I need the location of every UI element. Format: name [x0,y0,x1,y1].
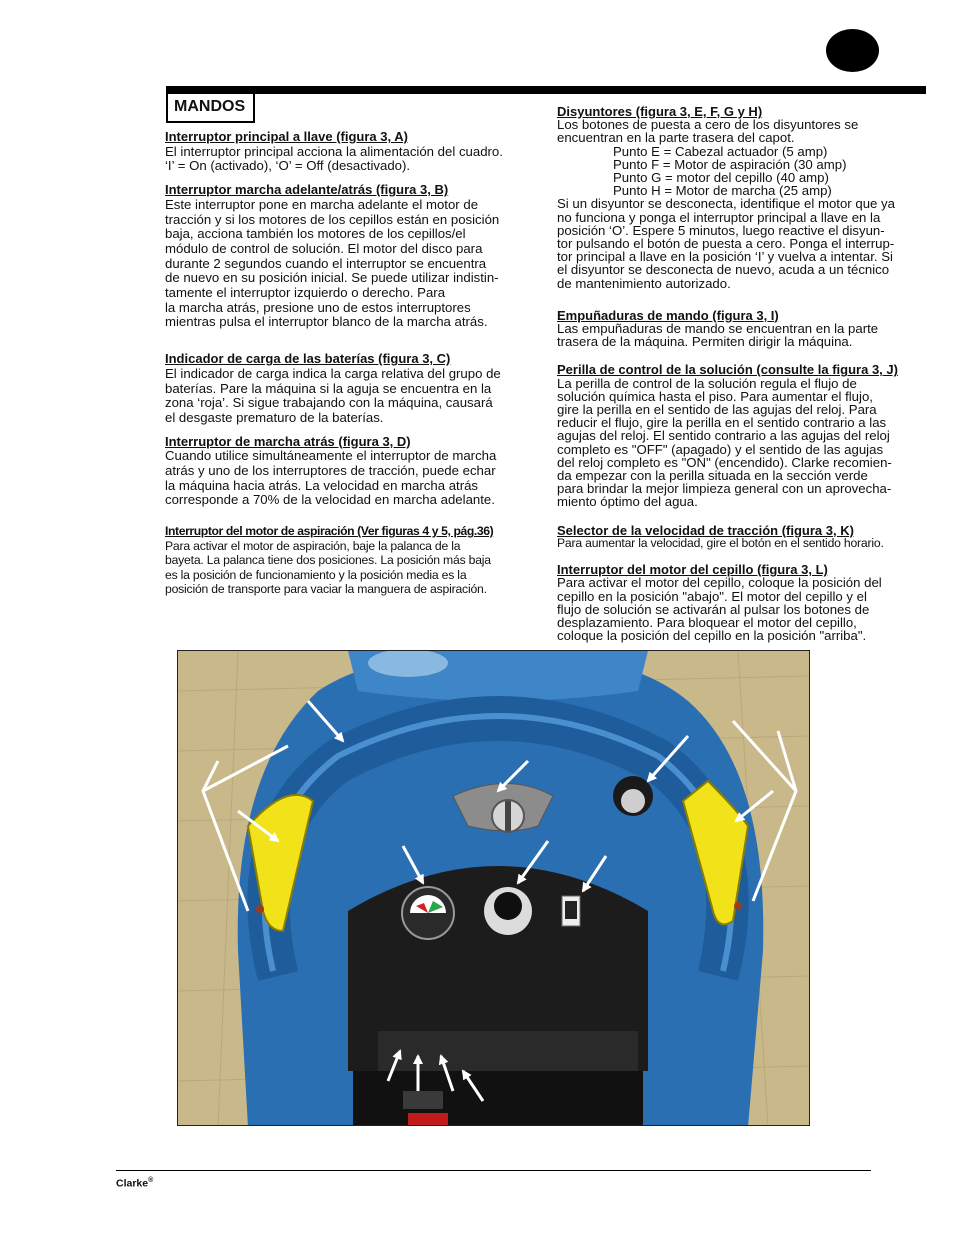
body-line: Para activar el motor de aspiración, baje la palanca de la [165,538,461,553]
body-line: mientras pulsa el interruptor blanco de la marcha atrás. [165,314,488,330]
section-heading: Empuñaduras de mando (figura 3, I) [557,307,779,323]
body-line: tor pulsando el botón de puesta a cero. Ponga el interrup- [557,236,895,252]
body-line: El interruptor principal acciona la alimentación del cuadro. [165,143,503,159]
body-line: la marcha atrás, presione uno de estos interruptores [165,299,471,315]
footer-brand [116,1177,153,1190]
body-line: de mantenimiento autorizado. [557,275,731,291]
footer-rule [116,1170,871,1171]
body-line: reducir el flujo, gire la perilla en el sentido contrario a las [557,415,887,431]
body-line: atrás y uno de los interruptores de tracción, puede echar [165,463,496,479]
body-line: Para activar el motor del cepillo, coloque la posición del [557,575,882,591]
section-heading: Indicador de carga de las baterías (figura 3, C) [165,351,451,367]
machine-illustration [178,651,810,1126]
body-line: no funciona y ponga el interruptor principal a llave en la [557,209,881,225]
section-title: MANDOS [166,93,255,123]
brand-name: Clarke [116,1177,149,1190]
body-line: tamente el interruptor izquierdo o derecho. Para [165,285,446,301]
body-line: da empezar con la perilla situada en la sección verde [557,468,868,484]
section-reverse-switch [165,435,537,509]
list-item: Punto E = Cabezal actuador (5 amp) [613,143,828,159]
body-line: Para aumentar la velocidad, gire el botón en el sentido horario. [557,535,884,550]
body-line: módulo de control de solución. El motor del disco para [165,240,483,256]
list-item: Punto G = motor del cepillo (40 amp) [613,170,829,186]
section-heading: Selector de la velocidad de tracción (figura 3, K) [557,522,854,538]
body-line: El indicador de carga indica la carga relativa del grupo de [165,365,501,381]
section-heading: Perilla de control de la solución (consulte la figura 3, J) [557,362,898,378]
body-line: corresponde a 70% de la velocidad en marcha adelante. [165,492,495,508]
left-column [165,130,537,606]
section-vacuum-switch [165,524,537,597]
list-item: Punto H = Motor de marcha (25 amp) [613,183,832,199]
section-speed-selector [557,524,925,550]
body-line: gire la perilla en el sentido de las agujas del reloj. Para [557,402,877,418]
body-line: bayeta. La palanca tiene dos posiciones. La posición más baja [165,553,491,568]
body-line: zona ‘roja’. Si sigue trabajando con la máquina, causará [165,395,493,411]
body-line: posición ‘O’. Espere 5 minutos, luego reactive el disyun- [557,222,885,238]
body-line: agujas del reloj. El sentido contrario a las agujas del reloj [557,428,890,444]
body-line: durante 2 segundos cuando el interruptor se encuentra [165,255,487,271]
body-line: posición de transporte para vaciar la manguera de aspiración. [165,582,487,597]
machine-controls-photo [177,650,810,1126]
body-line: ‘I’ = On (activado), ‘O’ = Off (desactivado). [165,158,411,174]
body-line: solución química hasta el piso. Para aumentar el flujo, [557,388,873,404]
section-breakers [557,105,925,290]
body-line: la máquina hacia atrás. La velocidad en marcha atrás [165,477,479,493]
list-item: Punto F = Motor de aspiración (30 amp) [613,156,847,172]
body-line: baterías. Pare la máquina si la aguja se encuentra en la [165,380,492,396]
section-heading: Interruptor del motor del cepillo (figura 3, L) [557,562,828,578]
body-line: de nuevo en su posición inicial. Se puede utilizar indistin- [165,270,499,286]
section-heading: Disyuntores (figura 3, E, F, G y H) [557,104,763,119]
body-line: Los botones de puesta a cero de los disyuntores se [557,117,859,133]
body-line: flujo de solución se activarán al pulsar los botones de [557,601,870,617]
right-column [557,105,925,651]
body-line: tor principal a llave en la posición ‘I’ y vuelva a intentar. Si [557,249,893,265]
body-line: baja, acciona también los motores de los cepillos/el [165,226,466,242]
body-line: Si un disyuntor se desconecta, identifique el motor que ya [557,196,895,212]
section-brush-switch [557,563,925,642]
page-badge [826,29,879,72]
body-line: Cuando utilice simultáneamente el interruptor de marcha [165,448,497,464]
body-line: coloque la posición del cepillo en la posición "arriba". [557,628,867,644]
section-heading: Interruptor marcha adelante/atrás (figura 3, B) [165,182,449,198]
body-line: Este interruptor pone en marcha adelante el motor de [165,196,479,212]
body-line: Las empuñaduras de mando se encuentran en la parte [557,321,879,337]
body-line: desplazamiento. Para bloquear el motor del cepillo, [557,614,857,630]
body-line: encuentran en la parte trasera del capot. [557,130,795,146]
section-forward-reverse [165,183,537,330]
section-heading: Interruptor del motor de aspiración (Ver figuras 4 y 5, pág.36) [165,524,494,539]
body-line: miento óptimo del agua. [557,494,698,510]
section-solution-knob [557,363,925,508]
section-handles [557,309,925,349]
body-line: tracción y si los motores de los cepillos están en posición [165,211,500,227]
body-line: el disyuntor se desconecta de nuevo, acuda a un técnico [557,262,890,278]
body-line: el desgaste prematuro de la baterías. [165,409,384,425]
body-line: La perilla de control de la solución regula el flujo de [557,375,857,391]
header-rule [166,86,926,94]
section-heading: Interruptor de marcha atrás (figura 3, D) [165,433,411,449]
body-line: para brindar la mejor limpieza general con un aprovecha- [557,481,892,497]
section-key-switch [165,130,537,174]
section-heading: Interruptor principal a llave (figura 3, A) [165,129,408,144]
body-line: cepillo en la posición "abajo". El motor del cepillo y el [557,588,867,604]
breaker-list [613,145,925,198]
body-line: es la posición de funcionamiento y la posición media es la [165,567,467,582]
section-battery-indicator [165,352,537,426]
registered-mark: ® [148,1177,154,1184]
body-line: completo es "OFF" (apagado) y el sentido de las agujas [557,441,884,457]
body-line: trasera de la máquina. Permiten dirigir la máquina. [557,334,853,350]
body-line: del reloj completo es "ON" (encendido). Clarke recomien- [557,454,892,470]
